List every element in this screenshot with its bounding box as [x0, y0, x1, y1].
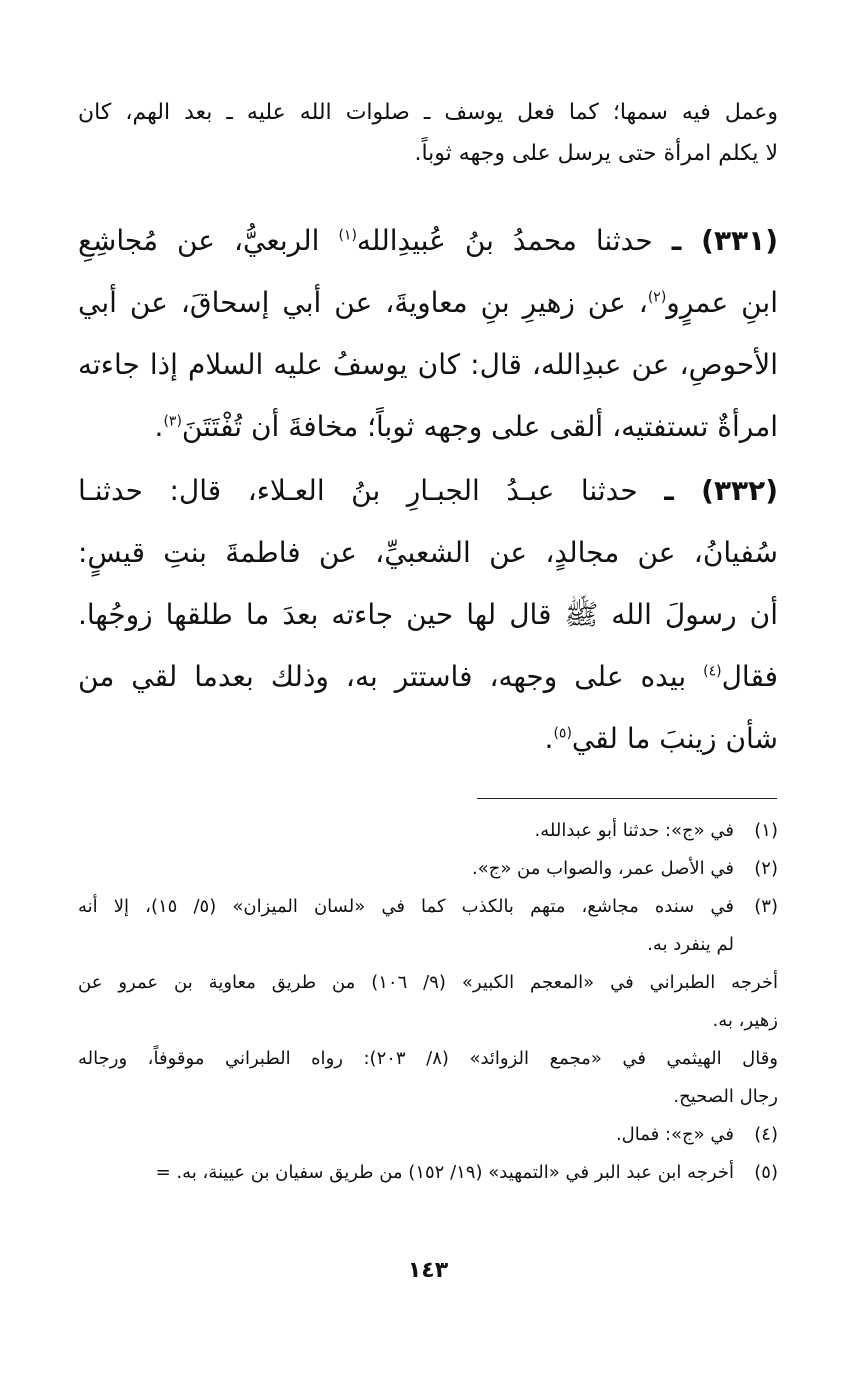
hadith-line: سُفيانُ، عن مجالدٍ، عن الشعبيِّ، عن فاطمةَ بنتِ قيسٍ: [78, 536, 778, 569]
footnote-line: لم ينفرد به. [647, 934, 734, 955]
footnote-text [78, 1154, 734, 1192]
hadith-text: حدثنا محمدُ بنُ عُبيدِالله [356, 224, 653, 257]
footnote-line: في الأصل عمر، والصواب من «ج». [471, 858, 734, 879]
hadith-text: شأن زينبَ ما لقي [571, 722, 778, 755]
footnote-ref: (٥) [553, 725, 572, 742]
footnote-5 [78, 1154, 778, 1192]
footnotes [78, 812, 778, 1192]
hadith-text: بيده على وجهه، فاستتر به، وذلك بعدما لقي من [78, 660, 704, 693]
hadith-text: ابنِ عمرٍو [666, 286, 779, 319]
hadith-line [78, 396, 778, 458]
intro-paragraph [78, 92, 778, 174]
footnote-2 [78, 850, 778, 888]
footnote-divider [477, 798, 777, 799]
hadith-line: الأحوصِ، عن عبدِالله، قال: كان يوسفُ عليه السلام إذا جاءته [78, 348, 778, 381]
footnote-3-continued [78, 964, 778, 1116]
footnote-text [78, 850, 734, 888]
footnote-3 [78, 888, 778, 964]
hadith-line [78, 210, 778, 272]
footnote-ref: (١) [338, 227, 357, 244]
footnote-number: (١) [754, 820, 778, 841]
footnote-ref: (٣) [163, 413, 182, 430]
hadith-text: ، عن زهيرِ بنِ معاويةَ، عن أبي إسحاقَ، عن أبي [78, 286, 648, 319]
hadith-text: . [154, 410, 164, 443]
hadith-line [78, 708, 778, 770]
hadith-text: فقال [721, 660, 778, 693]
footnote-line: أخرجه الطبراني في «المعجم الكبير» (٩/ ١٠٦) من طريق معاوية بن عمرو عن [78, 972, 778, 993]
intro-line: وعمل فيه سمها؛ كما فعل يوسف ـ صلوات الله عليه ـ بعد الهم، كان [78, 100, 778, 125]
hadith-332 [78, 460, 778, 770]
footnote-1 [78, 812, 778, 850]
hadith-331 [78, 210, 778, 458]
footnote-number: (٥) [754, 1162, 778, 1183]
hadith-line [78, 460, 778, 522]
footnote-text [78, 888, 734, 964]
hadith-line [78, 272, 778, 334]
footnote-number: (٢) [754, 858, 778, 879]
hadith-text: امرأةٌ تستفتيه، ألقى على وجهه ثوباً؛ مخافةَ أن تُفْتَتَنَ [181, 410, 778, 443]
hadith-number: (٣٣٢) ـ [664, 474, 779, 507]
hadith-text: . [544, 722, 554, 755]
hadith-number: (٣٣١) ـ [671, 224, 779, 257]
footnote-text [78, 1116, 734, 1154]
page-number: ١٤٣ [407, 1258, 449, 1283]
footnote-ref: (٤) [703, 663, 722, 680]
footnote-line: زهير، به. [712, 1010, 778, 1031]
footnote-line: وقال الهيثمي في «مجمع الزوائد» (٨/ ٢٠٣): رواه الطبراني موقوفاً، ورجاله [78, 1048, 778, 1069]
footnote-line: أخرجه ابن عبد البر في «التمهيد» (١٩/ ١٥٢) من طريق سفيان بن عيينة، به. = [155, 1162, 734, 1183]
footnote-line: في سنده مجاشع، متهم بالكذب كما في «لسان الميزان» (٥/ ١٥)، إلا أنه [78, 896, 734, 917]
footnote-4 [78, 1116, 778, 1154]
footnote-ref: (٢) [647, 289, 667, 306]
footnote-number: (٤) [754, 1124, 778, 1145]
hadith-line: أن رسولَ الله ﷺ قال لها حين جاءته بعدَ ما طلقها زوجُها. [78, 598, 778, 631]
intro-line: لا يكلم امرأة حتى يرسل على وجهه ثوباً. [414, 141, 778, 166]
hadith-text: الربعيُّ، عن مُجاشِعِ [78, 224, 339, 257]
footnote-line: في «ج»: فمال. [615, 1124, 734, 1145]
footnote-text [78, 812, 734, 850]
footnote-line: في «ج»: حدثنا أبو عبدالله. [534, 820, 734, 841]
footnote-line: رجال الصحيح. [673, 1086, 778, 1107]
footnote-number: (٣) [754, 896, 778, 917]
hadith-text: حدثنا عبـدُ الجبـارِ بنُ العـلاء، قال: حدثنـا [78, 474, 638, 507]
hadith-line [78, 646, 778, 708]
